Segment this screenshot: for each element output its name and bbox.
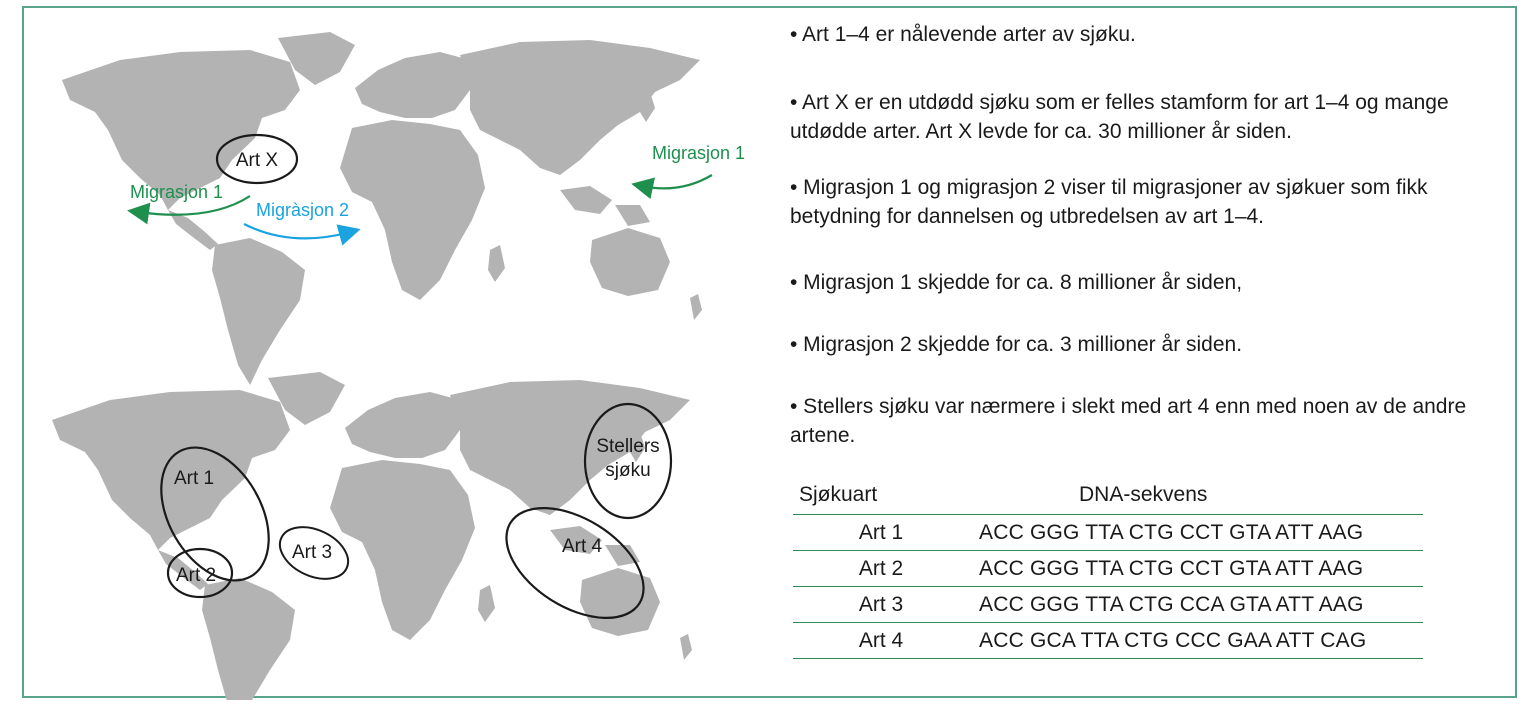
dna-sequence-table — [793, 476, 1423, 659]
art1-label: Art 1 — [173, 468, 215, 489]
art2-label: Art 2 — [175, 565, 217, 586]
art3-label: Art 3 — [291, 542, 333, 563]
table-row — [793, 551, 1423, 587]
bullet-6: • Stellers sjøku var nærmere i slekt med art 4 enn med noen av de andre artene. — [790, 395, 1467, 447]
bullet-4: • Migrasjon 1 skjedde for ca. 8 millioner år siden, — [790, 271, 1243, 294]
sequence-cell: ACC GCA TTA CTG CCC GAA ATT CAG — [969, 623, 1423, 659]
bullet-3: • Migrasjon 1 og migrasjon 2 viser til migrasjoner av sjøkuer som fikk betydning for dannelsen og utbredelsen av art 1–4. — [790, 176, 1428, 228]
bottom-world-map — [52, 372, 692, 700]
table-row — [793, 587, 1423, 623]
migration1-left-label: Migrasjon 1 — [130, 182, 224, 202]
species-cell: Art 4 — [793, 623, 969, 659]
migration1-right-arrow — [642, 175, 712, 188]
table-row — [793, 623, 1423, 659]
species-cell: Art 1 — [793, 515, 969, 551]
bullet-2: • Art X er en utdødd sjøku som er felles stamform for art 1–4 og mange utdødde arter. Art X levde for ca. 30 millioner år siden. — [790, 91, 1449, 143]
top-world-map — [62, 32, 745, 385]
art4-label: Art 4 — [561, 536, 603, 557]
header-species: Sjøkuart — [799, 483, 878, 506]
sequence-cell: ACC GGG TTA CTG CCT GTA ATT AAG — [969, 551, 1423, 587]
art-x-label: Art X — [235, 150, 279, 171]
bullet-5: • Migrasjon 2 skjedde for ca. 3 millioner år siden. — [790, 333, 1243, 356]
species-cell: Art 2 — [793, 551, 969, 587]
sequence-cell: ACC GGG TTA CTG CCT GTA ATT AAG — [969, 515, 1423, 551]
bullet-1: • Art 1–4 er nålevende arter av sjøku. — [790, 23, 1136, 46]
table-row — [793, 515, 1423, 551]
migration2-arrow — [244, 224, 350, 238]
header-sequence: DNA-sekvens — [1079, 483, 1208, 506]
migration1-right-label: Migrasjon 1 — [652, 143, 746, 163]
species-cell: Art 3 — [793, 587, 969, 623]
table-header-row — [793, 476, 1423, 515]
sequence-cell: ACC GGG TTA CTG CCA GTA ATT AAG — [969, 587, 1423, 623]
stellers-label-line2: sjøku — [605, 460, 651, 481]
stellers-label-line1: Stellers — [596, 436, 660, 457]
migration2-label: Migràsjon 2 — [256, 200, 350, 220]
